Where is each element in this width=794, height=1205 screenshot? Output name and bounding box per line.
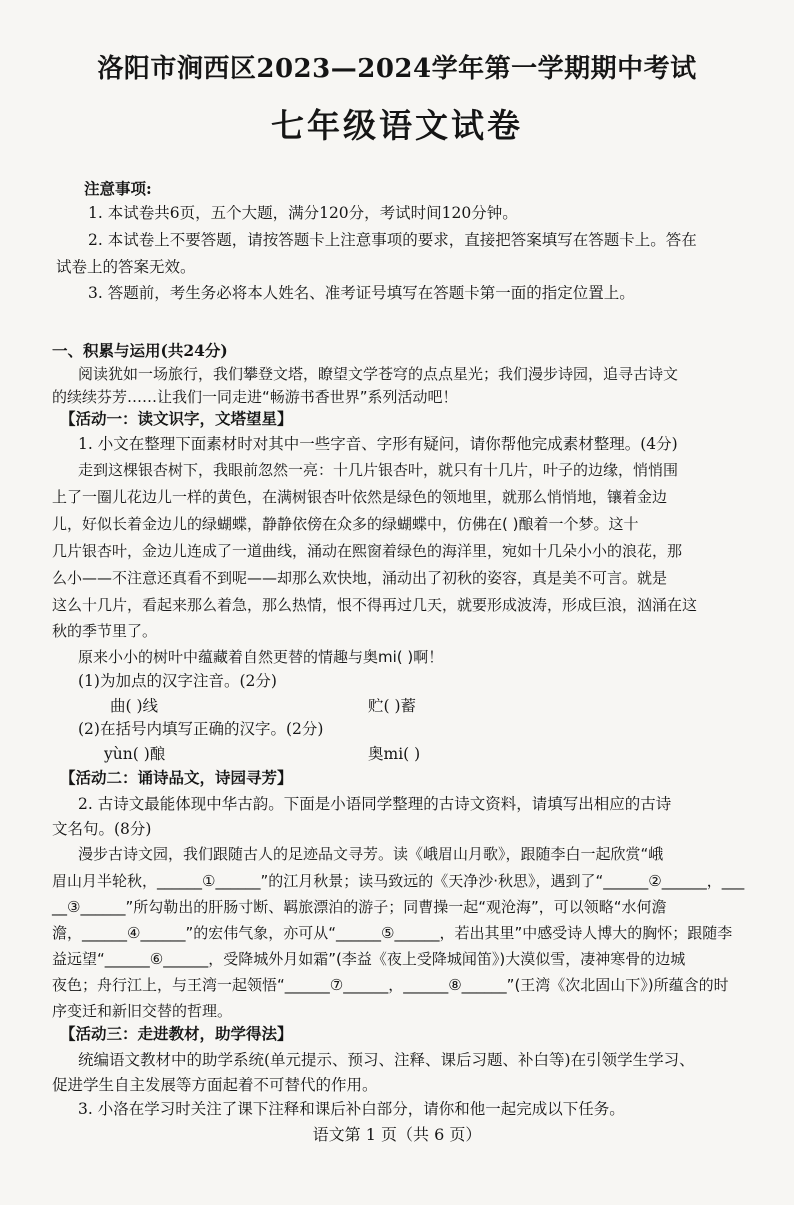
passage-end: 原来小小的树叶中蕴藏着自然更替的情趣与奥mi( )啊！ — [78, 648, 444, 666]
question-1-1: (1)为加点的汉字注音。(2分) — [78, 672, 277, 690]
q1-1-item-2: 贮( )蓄 — [368, 697, 417, 715]
passage-line-7: 秋的季节里了。 — [52, 622, 158, 640]
poem-line-2: 眉山月半轮秋，______①______”的江月秋景；读马致远的《天净沙·秋思》，遇到了“______②______，___ — [52, 872, 745, 890]
passage-line-1: 走到这棵银杏树下，我眼前忽然一亮：十几片银杏叶，就只有十几片，叶子的边缘，悄悄围 — [78, 461, 679, 479]
q1-1-item-1: 曲( )线 — [110, 697, 159, 715]
note-item-3: 3. 答题前，考生务必将本人姓名、准考证号填写在答题卡第一面的指定位置上。 — [88, 284, 635, 302]
activity3-heading: 【活动三：走进教材，助学得法】 — [60, 1024, 293, 1043]
poem-line-4: 澹，______④______”的宏伟气象，亦可从“______⑤______，若出其里”中感受诗人博大的胸怀；跟随李 — [52, 924, 733, 942]
poem-line-5: 益远望“______⑥______，受降城外月如霜”(李益《夜上受降城闻笛》)大漠似雪，凄神寒骨的边城 — [52, 950, 686, 968]
activity2-heading: 【活动二：诵诗品文，诗园寻芳】 — [60, 768, 293, 787]
poem-line-3: __③______”所勾勒出的肝肠寸断、羁旅漂泊的游子；同曹操一起“观沧海”，可以领略“水何澹 — [52, 898, 667, 916]
activity3-text-1: 统编语文教材中的助学系统(单元提示、预习、注释、课后习题、补白等)在引领学生学习、 — [78, 1051, 695, 1069]
question-2-line-2: 文名句。(8分) — [52, 820, 152, 838]
question-2-line-1: 2. 古诗文最能体现中华古韵。下面是小语同学整理的古诗文资料，请填写出相应的古诗 — [78, 795, 672, 813]
exam-subtitle: 七年级语文试卷 — [271, 106, 523, 145]
q1-2-item-2: 奥mi( ) — [368, 745, 421, 763]
passage-line-6: 这么十几片，看起来那么着急，那么热情，恨不得再过几天，就要形成波涛，形成巨浪，汹涌在这 — [52, 596, 698, 614]
notes-heading: 注意事项: — [84, 179, 152, 198]
passage-line-2: 上了一圈儿花边儿一样的黄色，在满树银杏叶依然是绿色的领地里，就那么悄悄地，镶着金边 — [52, 488, 668, 506]
page-footer: 语文第 1 页（共 6 页） — [312, 1125, 482, 1144]
activity1-heading: 【活动一：读文识字，文塔望星】 — [60, 409, 293, 428]
passage-line-3: 儿，好似长着金边儿的绿蝴蝶，静静依傍在众多的绿蝴蝶中，仿佛在( )酿着一个梦。这十 — [52, 515, 639, 533]
passage-line-5: 么小——不注意还真看不到呢——却那么欢快地，涌动出了初秋的姿容，真是美不可言。就是 — [52, 569, 668, 587]
section1-heading: 一、积累与运用(共24分) — [52, 341, 228, 360]
intro-line-1: 阅读犹如一场旅行，我们攀登文塔，瞭望文学苍穹的点点星光；我们漫步诗园，追寻古诗文 — [78, 365, 679, 383]
poem-line-1: 漫步古诗文园，我们跟随古人的足迹品文寻芳。读《峨眉山月歌》，跟随李白一起欣赏“峨 — [78, 845, 664, 863]
note-item-1: 1. 本试卷共6页，五个大题，满分120分，考试时间120分钟。 — [88, 204, 518, 222]
q1-2-item-1: yùn( )酿 — [104, 745, 166, 763]
exam-title: 洛阳市涧西区2023—2024学年第一学期期中考试 — [97, 54, 697, 84]
passage-line-4: 几片银杏叶，金边儿连成了一道曲线，涌动在熙窗着绿色的海洋里，宛如十几朵小小的浪花，那 — [52, 542, 683, 560]
note-item-2-cont: 试卷上的答案无效。 — [56, 258, 196, 276]
poem-line-7: 序变迁和新旧交替的哲理。 — [52, 1002, 233, 1020]
poem-line-6: 夜色；舟行江上，与王湾一起领悟“______⑦______，______⑧______”(王湾《次北固山下》)所蕴含的时 — [52, 976, 729, 994]
activity3-text-2: 促进学生自主发展等方面起着不可替代的作用。 — [52, 1076, 378, 1094]
intro-line-2: 的续续芬芳……让我们一同走进“畅游书香世界”系列活动吧！ — [52, 388, 458, 406]
note-item-2: 2. 本试卷上不要答题，请按答题卡上注意事项的要求，直接把答案填写在答题卡上。答在 — [88, 231, 697, 249]
question-3: 3. 小洛在学习时关注了课下注释和课后补白部分，请你和他一起完成以下任务。 — [78, 1100, 625, 1118]
question-1: 1. 小文在整理下面素材时对其中一些字音、字形有疑问，请你帮他完成素材整理。(4分) — [78, 435, 678, 453]
question-1-2: (2)在括号内填写正确的汉字。(2分) — [78, 720, 324, 738]
